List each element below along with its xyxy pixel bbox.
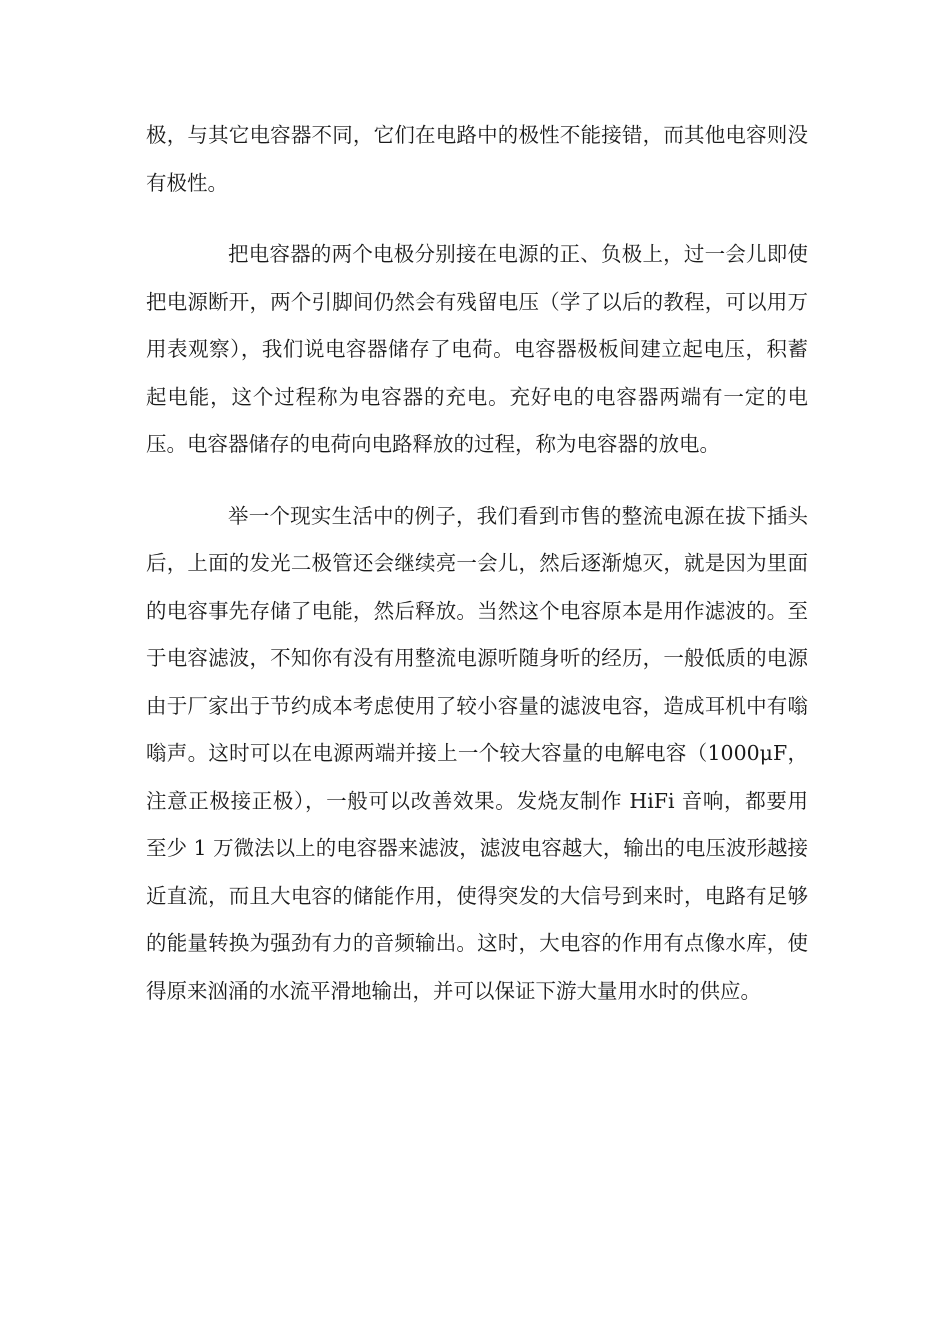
document-body: [146, 112, 808, 1015]
paragraph-1: 极，与其它电容器不同，它们在电路中的极性不能接错，而其他电容则没有极性。: [146, 123, 808, 195]
paragraph-3: 举一个现实生活中的例子，我们看到市售的整流电源在拔下插头后，上面的发光二极管还会继续亮一会儿，然后逐渐熄灭，就是因为里面的电容事先存储了电能，然后释放。当然这个电容原本是用作滤波的。至于电容滤波，不知你有没有用整流电源听随身听的经历，一般低质的电源由于厂家出于节约成本考虑使用了较小容量的滤波电容，造成耳机中有嗡嗡声。这时可以在电源两端并接上一个较大容量的电解电容（1000μF，注意正极接正极），一般可以改善效果。发烧友制作 HiFi 音响，都要用至少 1 万微法以上的电容器来滤波，滤波电容越大，输出的电压波形越接近直流，而且大电容的储能作用，使得突发的大信号到来时，电路有足够的能量转换为强劲有力的音频输出。这时，大电容的作用有点像水库，使得原来汹涌的水流平滑地输出，并可以保证下游大量用水时的供应。: [146, 503, 808, 1003]
paragraph-2: 把电容器的两个电极分别接在电源的正、负极上，过一会儿即使把电源断开，两个引脚间仍然会有残留电压（学了以后的教程，可以用万用表观察），我们说电容器储存了电荷。电容器极板间建立起电压，积蓄起电能，这个过程称为电容器的充电。充好电的电容器两端有一定的电压。电容器储存的电荷向电路释放的过程，称为电容器的放电。: [146, 242, 808, 456]
